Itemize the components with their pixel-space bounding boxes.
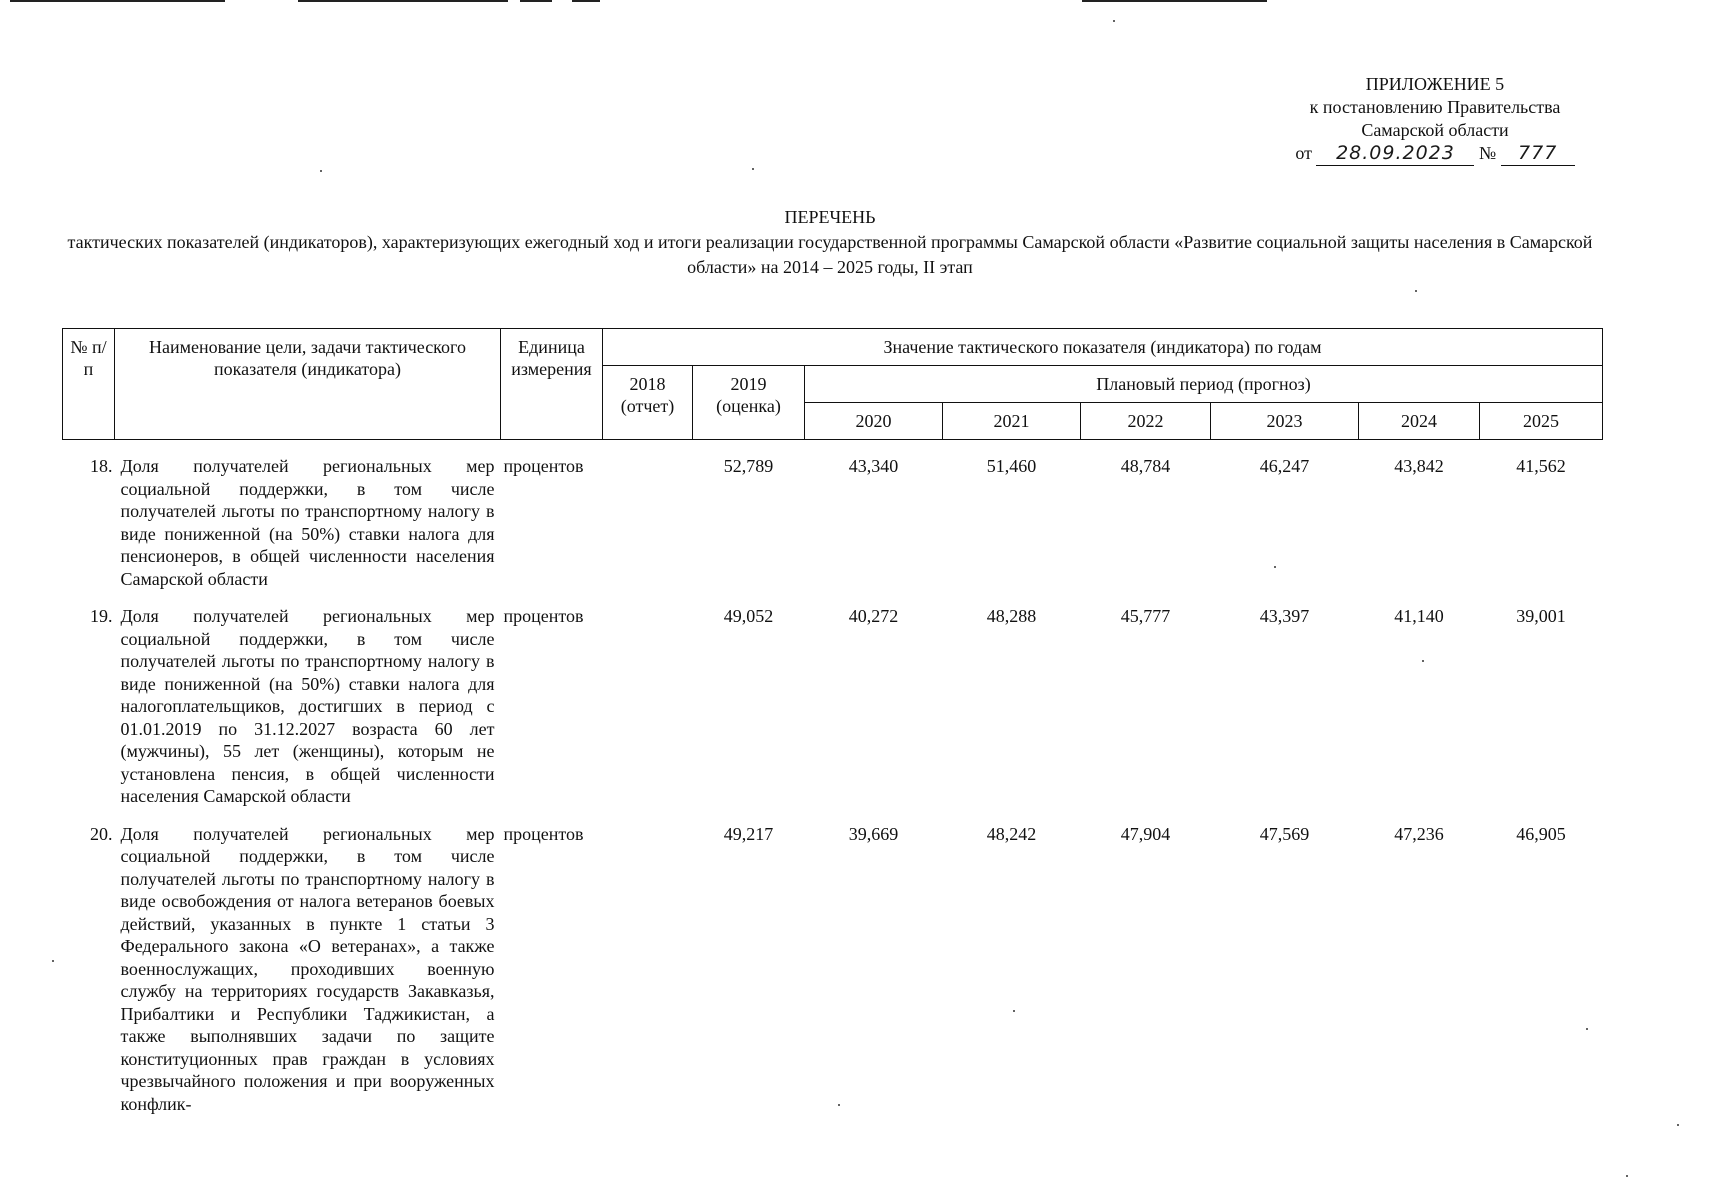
value-2018 (603, 823, 693, 1116)
scan-speck (1626, 1175, 1628, 1177)
row-unit: процентов (503, 456, 584, 476)
value-2019: 52,789 (723, 456, 774, 476)
value-2021: 51,460 (986, 456, 1037, 476)
value-2021: 48,288 (986, 606, 1037, 626)
document-subtitle: тактических показателей (индикаторов), характеризующих ежегодный ход и итоги реализации государственной программы Самарской области «Развитие социальной защиты населения в Самарской области» на 2014 – 2025 годы, II этап (67, 232, 1593, 277)
row-gap (63, 440, 1603, 456)
value-2019: 49,052 (723, 606, 774, 626)
value-2018 (603, 455, 693, 590)
value-2019: 49,217 (723, 823, 774, 844)
value-2023: 47,569 (1259, 823, 1310, 844)
header-unit: Единица измерения (501, 329, 603, 440)
value-2025: 39,001 (1516, 606, 1566, 626)
scan-speck (52, 960, 54, 962)
row-number: 20. (90, 823, 113, 844)
scan-speck (1586, 1028, 1588, 1030)
row-unit: процентов (503, 606, 584, 626)
row-name: Доля получателей региональных мер социальной поддержки, в том числе получателей льготы по транспортному налогу в виде пониженной (на 50%) ставки налога для налогоплательщиков, достигших в период с 01.01.2019 по 31.12.2027 возраста 60 лет (мужчины), 55 лет (женщины), которым не установлена пенсия, в общей численности населения Самарской области (120, 606, 495, 806)
scan-speck (1274, 566, 1276, 568)
scan-speck (1415, 290, 1417, 292)
table-row (63, 455, 1603, 590)
appendix-title: ПРИЛОЖЕНИЕ 5 (1365, 74, 1505, 94)
header-2018: 2018 (отчет) (603, 366, 693, 440)
value-2023: 43,397 (1259, 606, 1310, 626)
header-name: Наименование цели, задачи тактического показателя (индикатора) (115, 329, 501, 440)
header-year: 2024 (1359, 403, 1480, 440)
scan-artifact (572, 0, 600, 2)
header-num: № п/п (63, 329, 115, 440)
appendix-line2: Самарской области (1361, 120, 1509, 140)
row-unit: процентов (503, 823, 584, 844)
row-name: Доля получателей региональных мер социальной поддержки, в том числе получателей льготы по транспортному налогу в виде пониженной (на 50%) ставки налога для пенсионеров, в общей численности населения Самарской области (120, 456, 495, 589)
value-2020: 39,669 (848, 823, 899, 844)
document-heading: ПЕРЕЧЕНЬ (784, 207, 876, 227)
scan-speck (1013, 1010, 1015, 1012)
handwritten-date: 28.09.2023 (1316, 142, 1474, 166)
row-number: 18. (90, 456, 113, 476)
scan-speck (1677, 1124, 1679, 1126)
header-year: 2022 (1081, 403, 1211, 440)
header-values: Значение тактического показателя (индикатора) по годам (603, 329, 1603, 366)
appendix-block (1240, 73, 1630, 166)
row-number: 19. (90, 606, 113, 626)
header-year: 2020 (805, 403, 943, 440)
header-year: 2023 (1211, 403, 1359, 440)
from-label: от (1295, 143, 1312, 163)
value-2025: 41,562 (1516, 456, 1566, 476)
header-2019: 2019 (оценка) (693, 366, 805, 440)
appendix-signature-line (1240, 142, 1630, 166)
header-planned: Плановый период (прогноз) (805, 366, 1603, 403)
table-row (63, 605, 1603, 808)
value-2018 (603, 605, 693, 808)
value-2022: 47,904 (1120, 823, 1171, 844)
header-year: 2025 (1480, 403, 1603, 440)
number-label: № (1478, 143, 1497, 163)
value-2025: 46,905 (1516, 823, 1566, 844)
value-2024: 43,842 (1394, 456, 1444, 476)
value-2020: 43,340 (848, 456, 899, 476)
scan-artifact (10, 0, 225, 2)
scan-artifact (520, 0, 552, 2)
handwritten-number: 777 (1501, 142, 1575, 166)
scan-artifact (1082, 0, 1267, 2)
row-gap (63, 808, 1603, 823)
scan-speck (320, 170, 322, 172)
value-2023: 46,247 (1259, 456, 1310, 476)
table-row (63, 823, 1603, 1116)
value-2024: 47,236 (1394, 823, 1444, 844)
scan-artifact (298, 0, 508, 2)
document-title-block (60, 205, 1600, 280)
value-2022: 48,784 (1120, 456, 1171, 476)
scan-speck (1422, 660, 1424, 662)
indicators-table (62, 328, 1603, 1115)
appendix-line1: к постановлению Правительства (1309, 97, 1561, 117)
value-2021: 48,242 (986, 823, 1037, 844)
row-gap (63, 590, 1603, 605)
value-2020: 40,272 (848, 606, 899, 626)
row-name: Доля получателей региональных мер социальной поддержки, в том числе получателей льготы по транспортному налогу в виде освобождения от налога ветеранов боевых действий, указанных в пункте 1 статьи 3 Федерального закона «О ветеранах», а также военнослужащих, проходивших военную службу на территориях государств Закавказья, Прибалтики и Республики Таджикистан, а также выполнявших задачи по защите конституционных прав граждан в условиях чрезвычайного положения и при вооруженных конфлик- (120, 823, 495, 1114)
header-year: 2021 (943, 403, 1081, 440)
scan-speck (1113, 20, 1115, 22)
scan-speck (838, 1104, 840, 1106)
value-2024: 41,140 (1394, 606, 1444, 626)
scan-speck (752, 168, 754, 170)
value-2022: 45,777 (1120, 606, 1171, 626)
